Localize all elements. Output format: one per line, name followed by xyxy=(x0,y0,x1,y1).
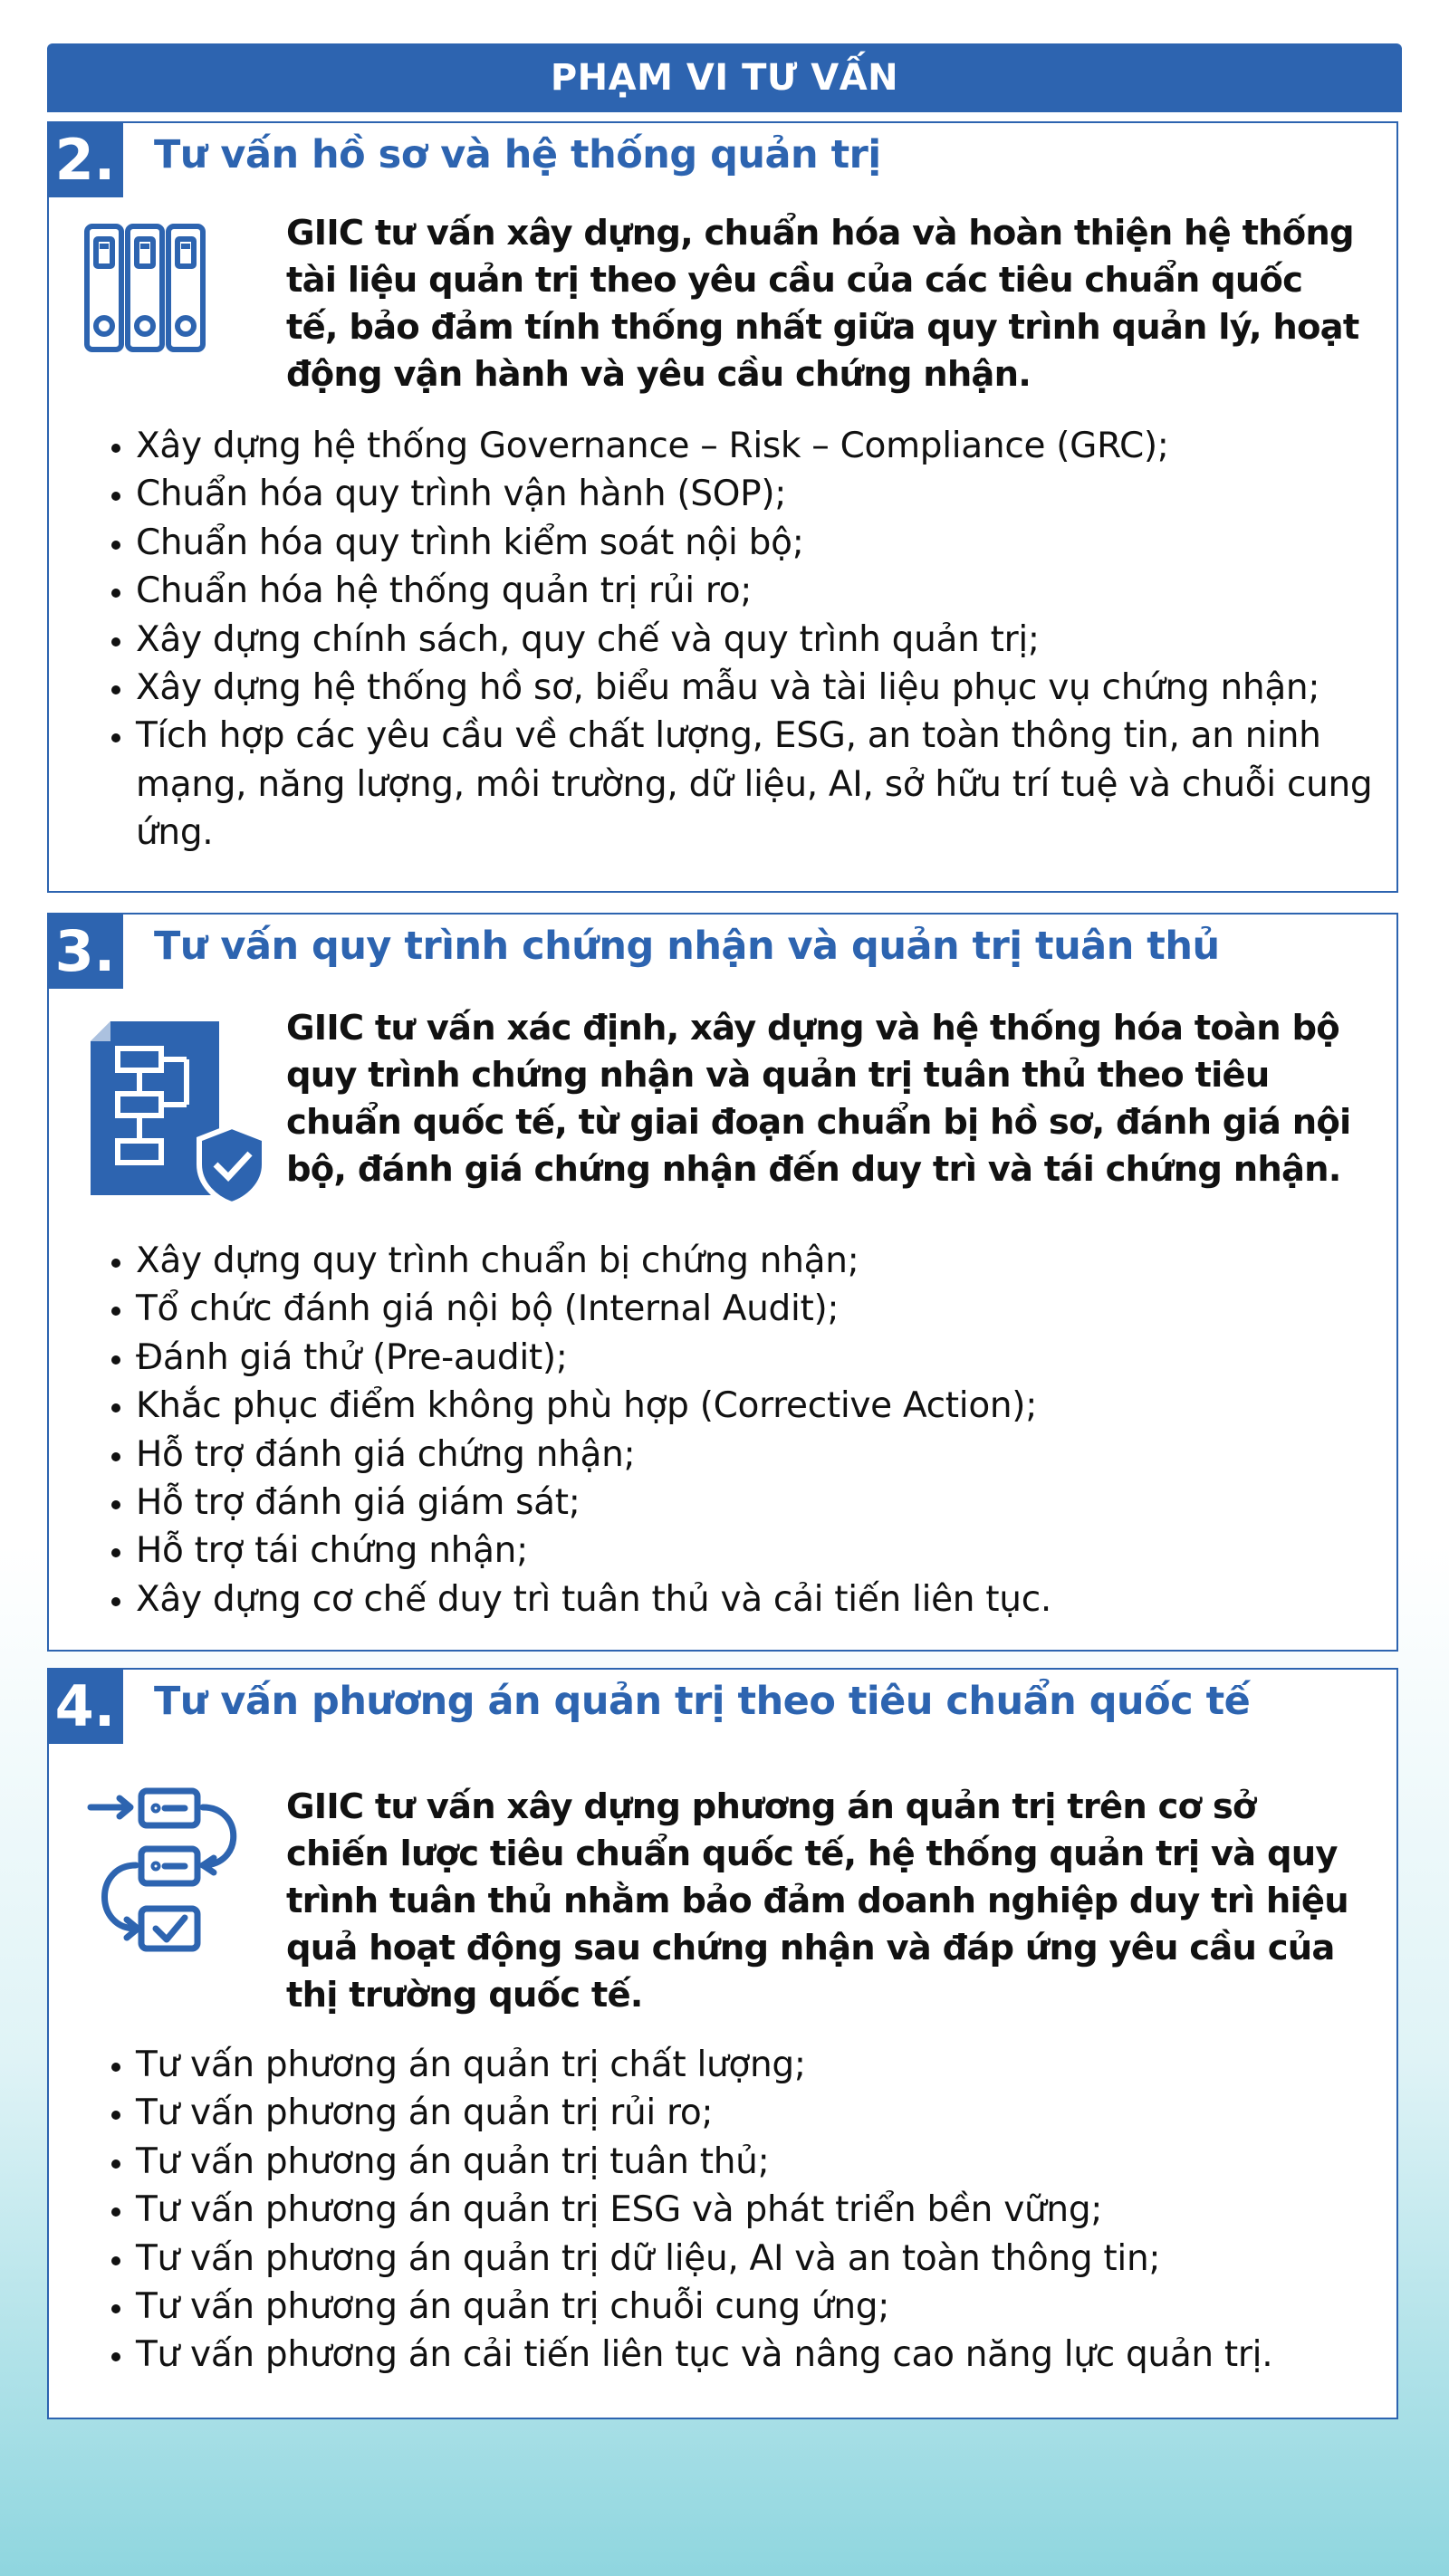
workflow-checklist-icon xyxy=(85,1782,257,1967)
list-item: • Hỗ trợ đánh giá giám sát; xyxy=(136,1479,1387,1527)
list-item: • Tư vấn phương án quản trị dữ liệu, AI và an toàn thông tin; xyxy=(136,2235,1387,2283)
list-item: • Tư vấn phương án quản trị chất lượng; xyxy=(136,2041,1387,2089)
list-item: • Tổ chức đánh giá nội bộ (Internal Audit); xyxy=(136,1285,1387,1333)
section-list xyxy=(91,1237,1387,1623)
section-governance-plan xyxy=(47,1668,1398,2419)
section-title: Tư vấn hồ sơ và hệ thống quản trị xyxy=(154,132,881,177)
section-title: Tư vấn phương án quản trị theo tiêu chuẩn quốc tế xyxy=(154,1679,1251,1724)
document-flow-shield-icon xyxy=(87,1018,268,1211)
list-item: • Tư vấn phương án cải tiến liên tục và nâng cao năng lực quản trị. xyxy=(136,2331,1387,2379)
list-item: • Tư vấn phương án quản trị chuỗi cung ứng; xyxy=(136,2283,1387,2331)
section-description: GIIC tư vấn xây dựng, chuẩn hóa và hoàn thiện hệ thống tài liệu quản trị theo yêu cầu của các tiêu chuẩn quốc tế, bảo đảm tính thống nhất giữa quy trình quản lý, hoạt động vận hành và yêu cầu chứng nhận. xyxy=(286,213,1359,395)
page-header xyxy=(47,43,1402,112)
list-item: • Xây dựng chính sách, quy chế và quy trình quản trị; xyxy=(136,616,1387,664)
section-number: 2. xyxy=(47,121,123,197)
list-item: • Xây dựng hệ thống Governance – Risk – Compliance (GRC); xyxy=(136,422,1387,470)
list-item: • Chuẩn hóa quy trình kiểm soát nội bộ; xyxy=(136,519,1387,567)
section-title: Tư vấn quy trình chứng nhận và quản trị tuân thủ xyxy=(154,924,1220,969)
list-item: • Chuẩn hóa hệ thống quản trị rủi ro; xyxy=(136,567,1387,615)
list-item: • Tích hợp các yêu cầu về chất lượng, ESG, an toàn thông tin, an ninh mạng, năng lượng, môi trường, dữ liệu, AI, sở hữu trí tuệ và chuỗi cung ứng. xyxy=(136,712,1387,857)
list-item: • Hỗ trợ tái chứng nhận; xyxy=(136,1527,1387,1575)
page-title: PHẠM VI TƯ VẤN xyxy=(550,57,899,99)
section-certification-process xyxy=(47,913,1398,1652)
list-item: • Đánh giá thử (Pre-audit); xyxy=(136,1334,1387,1382)
list-item: • Tư vấn phương án quản trị tuân thủ; xyxy=(136,2138,1387,2186)
list-item: • Tư vấn phương án quản trị ESG và phát triển bền vững; xyxy=(136,2186,1387,2234)
binders-icon xyxy=(82,221,208,359)
section-list xyxy=(91,2041,1387,2380)
section-description: GIIC tư vấn xây dựng phương án quản trị trên cơ sở chiến lược tiêu chuẩn quốc tế, hệ thống quản trị và quy trình tuân thủ nhằm bảo đảm doanh nghiệp duy trì hiệu quả hoạt động sau chứng nhận và đáp ứng yêu cầu của thị trường quốc tế. xyxy=(286,1786,1348,2016)
list-item: • Xây dựng cơ chế duy trì tuân thủ và cải tiến liên tục. xyxy=(136,1575,1387,1623)
list-item: • Hỗ trợ đánh giá chứng nhận; xyxy=(136,1431,1387,1479)
section-description: GIIC tư vấn xác định, xây dựng và hệ thống hóa toàn bộ quy trình chứng nhận và quản trị tuân thủ theo tiêu chuẩn quốc tế, từ giai đoạn chuẩn bị hồ sơ, đánh giá nội bộ, đánh giá chứng nhận đến duy trì và tái chứng nhận. xyxy=(286,1008,1351,1190)
section-number: 3. xyxy=(47,913,123,989)
list-item: • Xây dựng hệ thống hồ sơ, biểu mẫu và tài liệu phục vụ chứng nhận; xyxy=(136,664,1387,712)
list-item: • Xây dựng quy trình chuẩn bị chứng nhận; xyxy=(136,1237,1387,1285)
section-number: 4. xyxy=(47,1668,123,1744)
list-item: • Tư vấn phương án quản trị rủi ro; xyxy=(136,2089,1387,2137)
section-list xyxy=(91,422,1387,857)
section-governance-documents xyxy=(47,121,1398,893)
list-item: • Chuẩn hóa quy trình vận hành (SOP); xyxy=(136,470,1387,518)
list-item: • Khắc phục điểm không phù hợp (Corrective Action); xyxy=(136,1382,1387,1430)
